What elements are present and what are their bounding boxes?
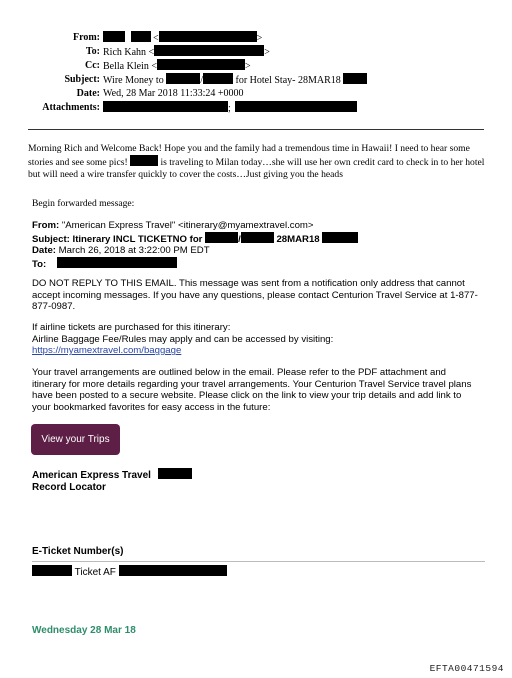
date-value: Wed, 28 Mar 2018 11:33:24 +0000 xyxy=(103,88,244,99)
document-id: EFTA00471594 xyxy=(429,663,504,674)
fwd-from-label: From: xyxy=(32,220,60,231)
amex-title: American Express Travel xyxy=(32,470,151,481)
subject-slash: / xyxy=(200,75,203,86)
amex-record-locator xyxy=(32,468,192,494)
view-trips-button[interactable]: View your Trips xyxy=(31,424,120,455)
to-label: To: xyxy=(85,46,100,57)
baggage-paragraph xyxy=(32,322,482,357)
to-value: Rich Kahn < xyxy=(103,47,155,58)
cc-row xyxy=(0,59,512,73)
redaction xyxy=(103,31,125,42)
fwd-subject-row xyxy=(32,232,482,246)
to-gt: > xyxy=(264,47,270,58)
fwd-to-row xyxy=(32,257,482,271)
redaction xyxy=(166,73,200,84)
from-gt: > xyxy=(256,33,263,44)
subject-suffix: for Hotel Stay- 28MAR18 xyxy=(235,75,341,86)
attachments-row xyxy=(0,101,512,115)
redaction xyxy=(158,468,192,479)
intro-text-cont: is traveling to Milan today…she will use her own credit card to check in to her hotel but will need a wire transfer quickly to cover the costs…Just giving you the heads xyxy=(28,157,485,180)
cc-value: Bella Klein < xyxy=(103,61,157,72)
from-label: From: xyxy=(72,32,100,43)
fwd-subject-label: Subject: xyxy=(32,233,70,245)
attachments-sep: ; xyxy=(228,103,231,114)
fwd-date-row xyxy=(32,245,482,257)
fwd-from-row xyxy=(32,220,482,232)
redaction xyxy=(119,565,227,576)
forwarded-label: Begin forwarded message: xyxy=(32,198,135,209)
date-label: Date: xyxy=(76,88,100,99)
redaction xyxy=(203,73,233,84)
header-divider xyxy=(28,129,484,130)
eticket-heading: E-Ticket Number(s) xyxy=(32,546,124,557)
redaction xyxy=(322,232,358,243)
from-lt: < xyxy=(153,33,159,44)
record-locator-label: Record Locator xyxy=(32,482,106,493)
redaction xyxy=(159,31,257,42)
fwd-date-label: Date: xyxy=(32,245,56,256)
redaction xyxy=(241,232,274,243)
redaction xyxy=(343,73,367,84)
attachments-label: Attachments: xyxy=(42,102,100,113)
baggage-line2: Airline Baggage Fee/Rules may apply and can be accessed by visiting: xyxy=(32,333,334,345)
baggage-line1: If airline tickets are purchased for this itinerary: xyxy=(32,322,231,333)
subject-row xyxy=(0,73,512,87)
fwd-subject-suffix: 28MAR18 xyxy=(276,233,320,245)
fwd-subject-value: Itinerary INCL TICKETNO for xyxy=(72,233,203,245)
to-row xyxy=(0,45,512,59)
redaction xyxy=(154,45,264,56)
attachment-redaction[interactable] xyxy=(235,101,357,112)
fwd-to-label: To: xyxy=(32,258,47,270)
fwd-date-value: March 26, 2018 at 3:22:00 PM EDT xyxy=(58,245,210,256)
arrangements-paragraph: Your travel arrangements are outlined below in the email. Please refer to the PDF attachment and itinerary for more details regarding your travel arrangements. Your Centurion Travel Service travel plans have been posted to a secure website. Please click on the link to view your trip details and add link to your bookmarked favorites for easy access in the future: xyxy=(32,367,472,413)
redaction xyxy=(131,31,151,42)
fwd-subject-slash: / xyxy=(238,233,241,245)
attachment-redaction[interactable] xyxy=(103,101,228,112)
ticket-label: Ticket AF xyxy=(74,567,116,578)
redaction xyxy=(57,257,177,268)
redaction xyxy=(32,565,72,576)
no-reply-paragraph: DO NOT REPLY TO THIS EMAIL. This message was sent from a notification only address that cannot accept incoming messages. If you have any questions, please contact Centurion Travel Service at 1-877-877-0987. xyxy=(32,278,478,313)
baggage-link[interactable]: https://myamextravel.com/baggage xyxy=(32,345,182,357)
day-heading: Wednesday 28 Mar 18 xyxy=(32,625,136,636)
date-row xyxy=(0,87,512,101)
redaction xyxy=(157,59,245,70)
ticket-row xyxy=(32,565,227,579)
subject-label: Subject: xyxy=(64,74,100,85)
fwd-from-value: "American Express Travel" <itinerary@myamextravel.com> xyxy=(61,220,314,231)
redaction xyxy=(130,155,158,166)
forwarded-header xyxy=(32,220,482,270)
from-row xyxy=(0,31,512,45)
intro-text: Morning Rich and Welcome Back! Hope you and the family had a tremendous time in Hawaii! I need to hear some stories and see some pics! xyxy=(28,143,470,168)
subject-prefix: Wire Money to xyxy=(103,75,164,86)
cc-label: Cc: xyxy=(85,60,100,71)
cc-gt: > xyxy=(244,61,251,72)
redaction xyxy=(205,232,238,243)
intro-message xyxy=(28,143,488,181)
eticket-divider xyxy=(32,561,485,562)
